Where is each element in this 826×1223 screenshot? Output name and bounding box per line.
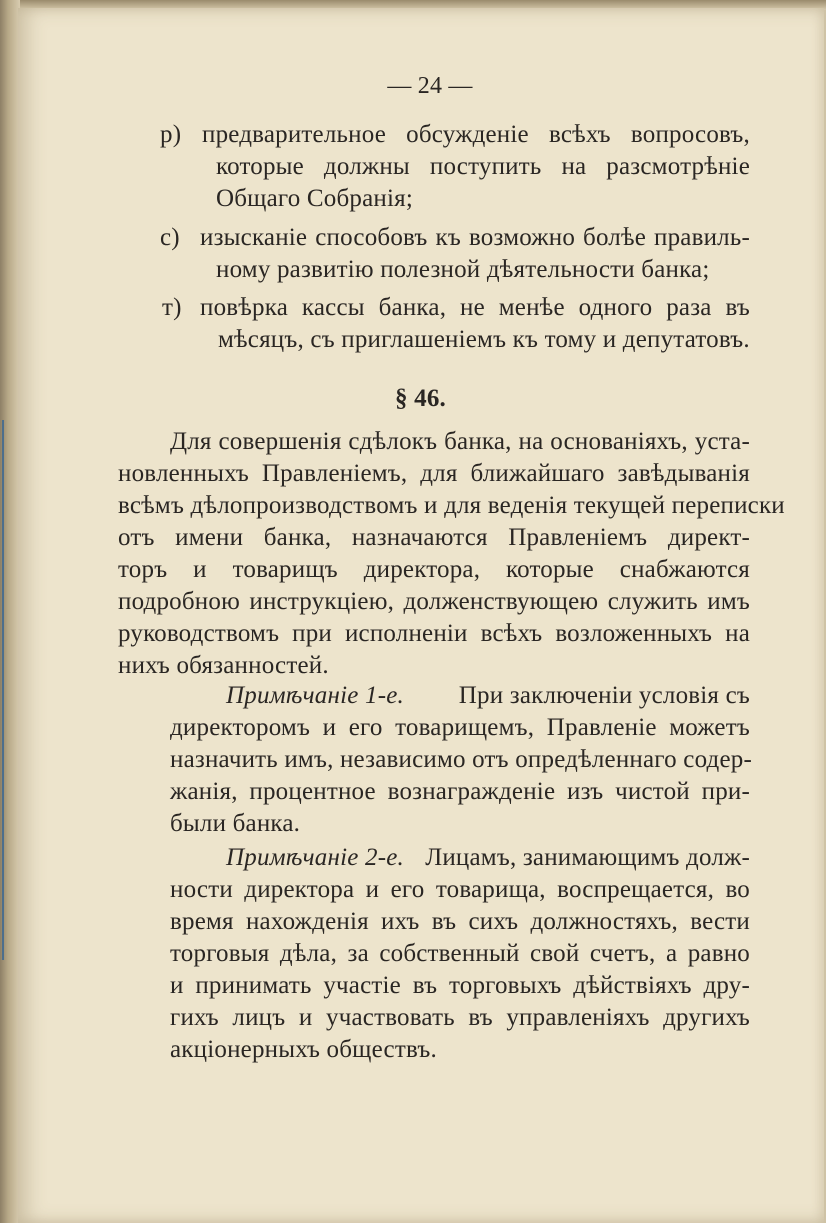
binding-thread [2,420,4,960]
note-1-label: Примѣчаніе 1-е. [226,682,404,709]
item-letter-s: с) [160,224,180,251]
note-2-line-6: гихъ лицъ и участвовать въ управленіяхъ другихъ [170,1004,750,1031]
note-2-line-4: торговыя дѣла, за собственный свой счетъ, а равно [170,940,750,967]
note-1-first-line-text: При заключеніи условія съ [458,682,750,709]
item-t-line-2: мѣсяцъ, съ приглашеніемъ къ тому и депутатовъ. [218,326,750,353]
item-letter-t: т) [162,294,182,321]
note-2-first-line [226,842,750,874]
item-r-line-3: Общаго Собранія; [216,185,413,212]
item-s-line-2: ному развитію полезной дѣятельности банка; [216,256,710,283]
note-2-line-2: ности директора и его товарища, воспрещается, во [170,876,750,903]
item-r-line-1: предварительное обсужденіе всѣхъ вопросовъ, [202,121,750,148]
paragraph-line-7: руководствомъ при исполненіи всѣхъ возложенныхъ на [118,620,750,647]
section-heading: § 46. [395,385,446,412]
item-letter-r: р) [160,121,182,148]
note-1-line-5: были банка. [170,810,301,837]
item-s-line-1: изысканіе способовъ къ возможно болѣе правиль- [200,224,750,251]
paragraph-line-1: Для совершенія сдѣлокъ банка, на основаніяхъ, уста- [170,428,750,455]
paragraph-line-5: торъ и товарищъ директора, которые снабжаются [118,556,750,583]
paragraph-line-4: отъ имени банка, назначаются Правленіемъ директ- [118,524,750,551]
note-2-line-3: время нахожденія ихъ въ сихъ должностяхъ, вести [170,908,750,935]
note-1-line-2: директоромъ и его товарищемъ, Правленіе можетъ [170,714,750,741]
page-number: — 24 — [387,73,473,99]
paragraph-line-3: всѣмъ дѣлопроизводствомъ и для веденія текущей переписки [118,492,785,519]
note-2-first-line-text: Лицамъ, занимающимъ долж- [425,844,750,871]
paragraph-line-8: нихъ обязанностей. [118,652,329,679]
note-2-label: Примѣчаніе 2-е. [226,844,404,871]
book-binding-edge [0,0,20,1223]
note-1-first-line [226,680,750,712]
note-1-line-4: жанія, процентное вознагражденіе изъ чистой при- [170,778,750,805]
item-t-line-1: повѣрка кассы банка, не менѣе одного раза въ [200,294,750,321]
note-1-line-3: назначить имъ, независимо отъ опредѣленнаго содер- [170,746,752,773]
item-r-line-2: которые должны поступить на разсмотрѣніе [216,153,750,180]
paragraph-line-2: новленныхъ Правленіемъ, для ближайшаго завѣдыванія [118,460,750,487]
note-2-line-5: и принимать участіе въ торговыхъ дѣйствіяхъ дру- [170,972,750,999]
paragraph-line-6: подробною инструкціею, долженствующею служить имъ [118,588,750,615]
note-2-line-7: акціонерныхъ обществъ. [170,1036,437,1063]
